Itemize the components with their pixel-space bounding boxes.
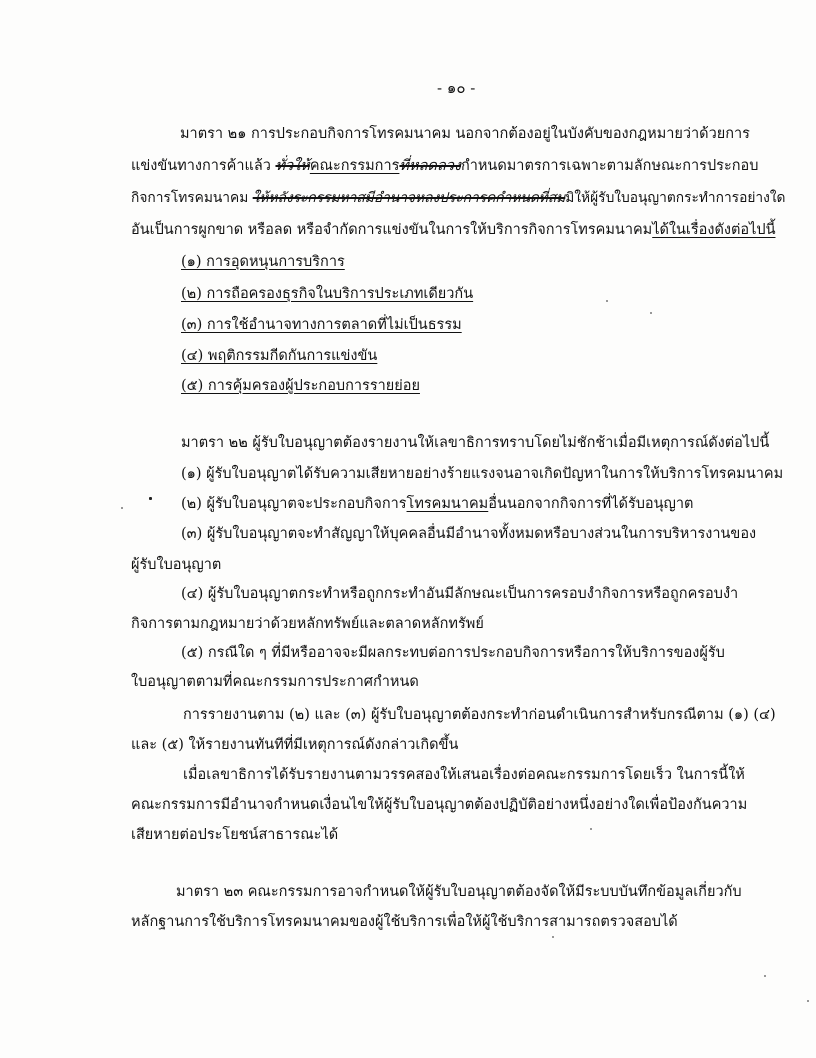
sec22-item-5-line-1: (๕) กรณีใด ๆ ที่มีหรืออาจจะมีผลกระทบต่อการประกอบกิจการหรือการให้บริการของผู้รับ — [181, 645, 725, 661]
sec22-para-3-line-1: เมื่อเลขาธิการได้รับรายงานตามวรรคสองให้เสนอเรื่องต่อคณะกรรมการโดยเร็ว ในการนี้ให้ — [183, 767, 745, 783]
sec21-strike-1: ทั่วให้ — [275, 158, 310, 174]
sec21-item-4: (๔) พฤติกรรมกีดกันการแข่งขัน — [181, 348, 378, 364]
sec21-strike-3: ให้หลังระกรรมหาสมีอำนาจหลงประการคกำหนดที่สม — [252, 190, 566, 206]
sec22-item-2-a: (๒) ผู้รับใบอนุญาตจะประกอบกิจการ — [181, 496, 407, 512]
sec22-para-3-line-2: คณะกรรมการมีอำนาจกำหนดเงื่อนไขให้ผู้รับใบอนุญาตต้องปฏิบัติอย่างหนึ่งอย่างใดเพื่อป้องกันความ — [131, 797, 748, 813]
sec21-line-2-c: คณะกรรมการ — [309, 158, 400, 174]
scan-speck — [149, 497, 152, 500]
sec21-item-3: (๓) การใช้อำนาจทางการตลาดที่ไม่เป็นธรรม — [181, 317, 462, 333]
sec22-para-2-line-1: การรายงานตาม (๒) และ (๓) ผู้รับใบอนุญาตต้องกระทำก่อนดำเนินการสำหรับกรณีตาม (๑) (๔) — [183, 707, 776, 723]
sec21-line-4-b: ได้ในเรื่องดังต่อไปนี้ — [652, 222, 776, 238]
sec21-line-3-c: มิให้ผู้รับใบอนุญาตกระทำการอย่างใด — [565, 190, 786, 206]
sec23-line-2: หลักฐานการใช้บริการโทรคมนาคมของผู้ใช้บริการเพื่อให้ผู้ใช้บริการสามารถตรวจสอบได้ — [131, 914, 678, 930]
sec22-line-1: มาตรา ๒๒ ผู้รับใบอนุญาตต้องรายงานให้เลขาธิการทราบโดยไม่ชักช้าเมื่อมีเหตุการณ์ดังต่อไปนี้ — [181, 435, 770, 451]
sec22-para-2-line-2: และ (๕) ให้รายงานทันทีที่มีเหตุการณ์ดังกล่าวเกิดขึ้น — [131, 737, 459, 753]
sec22-item-2-b: โทรคมนาคม — [406, 496, 489, 512]
sec21-line-4 — [131, 220, 775, 240]
sec22-item-1: (๑) ผู้รับใบอนุญาตได้รับความเสียหายอย่างร้ายแรงจนอาจเกิดปัญหาในการให้บริการโทรคมนาคม — [181, 466, 784, 482]
scan-speck — [807, 1000, 809, 1002]
sec21-line-3-a: กิจการโทรคมนาคม — [131, 190, 253, 206]
sec21-line-2-a: แข่งขันทางการค้าแล้ว — [131, 158, 276, 174]
page-number: - ๑๐ - — [437, 79, 476, 97]
sec22-item-5-line-2: ใบอนุญาตตามที่คณะกรรมการประกาศกำหนด — [131, 674, 419, 690]
sec23-line-1: มาตรา ๒๓ คณะกรรมการอาจกำหนดให้ผู้รับใบอนุญาตต้องจัดให้มีระบบบันทึกข้อมูลเกี่ยวกับ — [176, 884, 742, 900]
sec22-item-2-c: อื่นนอกจากกิจการที่ได้รับอนุญาต — [488, 496, 694, 512]
scan-speck — [606, 300, 608, 302]
sec21-line-4-a: อันเป็นการผูกขาด หรือลด หรือจำกัดการแข่งขันในการให้บริการกิจการโทรคมนาคม — [131, 222, 653, 238]
sec22-item-4-line-1: (๔) ผู้รับใบอนุญาตกระทำหรือถูกกระทำอันมีลักษณะเป็นการครอบงำกิจการหรือถูกครอบงำ — [181, 586, 739, 602]
sec21-line-1: มาตรา ๒๑ การประกอบกิจการโทรคมนาคม นอกจากต้องอยู่ในบังคับของกฎหมายว่าด้วยการ — [180, 126, 750, 142]
sec22-item-4-line-2: กิจการตามกฎหมายว่าด้วยหลักทรัพย์และตลาดหลักทรัพย์ — [131, 616, 484, 632]
scan-speck — [650, 312, 652, 314]
sec21-strike-2: ที่หลดลวง — [399, 158, 461, 174]
sec22-item-3-line-1: (๓) ผู้รับใบอนุญาตจะทำสัญญาให้บุคคลอื่นมีอำนาจทั้งหมดหรือบางส่วนในการบริหารงานของ — [181, 526, 757, 542]
scan-speck — [764, 975, 766, 977]
sec22-para-3-line-3: เสียหายต่อประโยชน์สาธารณะได้ — [131, 827, 339, 843]
sec22-item-3-line-2: ผู้รับใบอนุญาต — [131, 557, 222, 573]
scan-speck — [121, 507, 123, 509]
sec21-item-2: (๒) การถือครองธุรกิจในบริการประเภทเดียวกัน — [181, 286, 474, 302]
scan-speck — [552, 936, 554, 938]
sec22-item-2 — [181, 494, 693, 514]
scan-speck — [590, 828, 592, 830]
sec21-line-2 — [131, 156, 758, 176]
sec21-item-1: (๑) การอุดหนุนการบริการ — [181, 254, 345, 270]
sec21-item-5: (๕) การคุ้มครองผู้ประกอบการรายย่อย — [181, 378, 420, 394]
sec21-line-2-e: กำหนดมาตรการเฉพาะตามลักษณะการประกอบ — [460, 158, 759, 174]
sec21-line-3 — [131, 188, 785, 208]
